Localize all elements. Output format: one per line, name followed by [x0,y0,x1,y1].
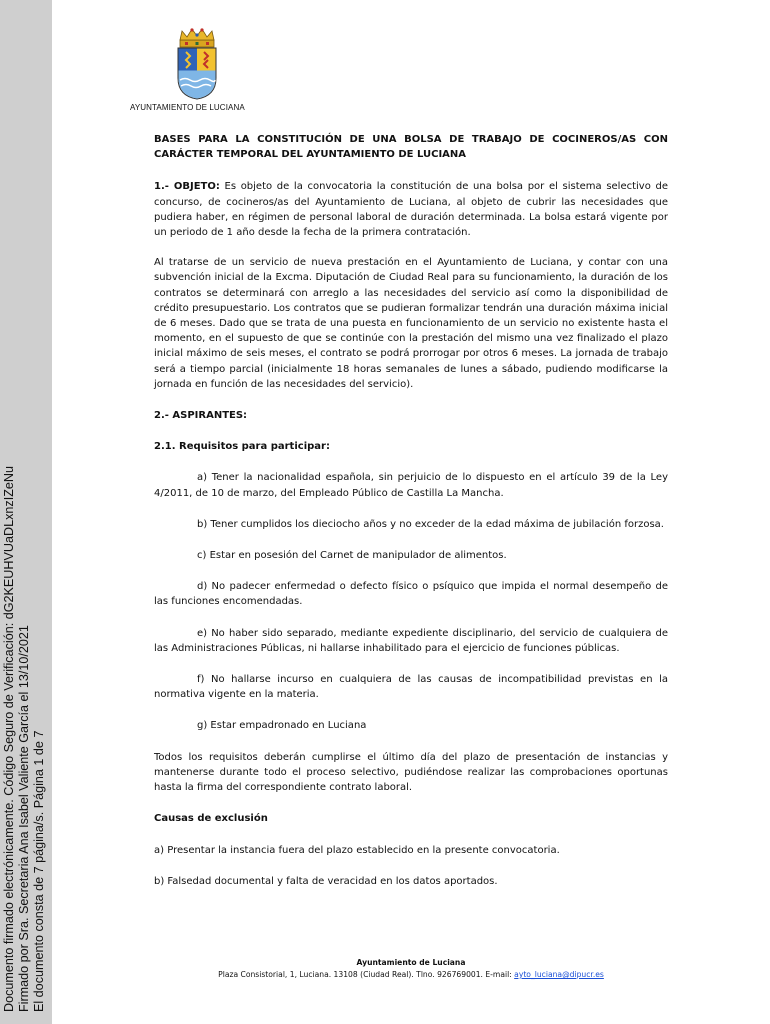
requisitos-heading: 2.1. Requisitos para participar: [154,441,330,453]
aspirantes-heading: 2.- ASPIRANTES: [154,410,248,422]
requisito-d: d) No padecer enfermedad o defecto físico o psíquico que impida el normal desempeño de las funciones encomendadas. [154,581,668,608]
exclusion-a: a) Presentar la instancia fuera del plazo establecido en la presente convocatoria. [154,844,560,856]
document-title: BASES PARA LA CONSTITUCIÓN DE UNA BOLSA DE TRABAJO DE COCINEROS/AS CON CARÁCTER TEMPORAL DEL AYUNTAMIENTO DE LUCIANA [154,134,668,161]
footer-contact [154,969,668,981]
page-count-line: El documento consta de 7 página/s. Página 1 de 7 [32,730,46,1012]
exclusion-b: b) Falsedad documental y falta de veracidad en los datos aportados. [154,875,498,887]
objeto-paragraph [154,179,668,240]
footer-org-name: Ayuntamiento de Luciana [356,958,466,967]
requisitos-note: Todos los requisitos deberán cumplirse el último día del plazo de presentación de instancias y mantenerse durante todo el proceso selectivo, pudiéndose realizar las comprobaciones oportunas hasta la firma del correspondiente contrato laboral. [154,751,668,794]
municipality-label: AYUNTAMIENTO DE LUCIANA [130,103,245,112]
objeto-label: 1.- OBJETO: [154,181,220,193]
footer-address: Plaza Consistorial, 1, Luciana. 13108 (Ciudad Real). Tlno. 926769001. E-mail: [218,970,515,979]
requisito-b: b) Tener cumplidos los dieciocho años y no exceder de la edad máxima de jubilación forzosa. [197,518,664,530]
requisito-g: g) Estar empadronado en Luciana [197,720,367,732]
footer-email-link[interactable]: ayto_luciana@dipucr.es [514,970,604,979]
signature-verification-text [2,466,47,1012]
requisito-f: f) No hallarse incurso en cualquiera de las causas de incompatibilidad previstas en la normativa vigente en la materia. [154,674,668,701]
coat-of-arms-icon [174,28,220,100]
service-paragraph: Al tratarse de un servicio de nueva prestación en el Ayuntamiento de Luciana, y contar con una subvención inicial de la Excma. Diputación de Ciudad Real para su funcionamiento, la duración de los contratos se determinará con arreglo a las necesidades del servicio así como la disponibilidad de crédito presupuestario. Los contratos que se pudieran formalizar tendrán una duración máxima inicial de 6 meses. Dado que se trata de una puesta en funcionamiento de un servicio no existente hasta el momento, en el supuesto de que se continúe con la prestación del mismo una vez finalizado el plazo inicial máximo de seis meses, el contrato se podrá prorrogar por otros 6 meses. La jornada de trabajo será a tiempo parcial (inicialmente 18 horas semanales de lunes a sábado, pudiendo modificarse la jornada en función de las necesidades del servicio). [154,257,668,390]
signature-sidebar [0,0,52,1024]
page-footer [154,957,668,981]
exclusion-heading: Causas de exclusión [154,813,268,825]
requisito-e: e) No haber sido separado, mediante expediente disciplinario, del servicio de cualquiera de las Administraciones Públicas, ni hallarse inhabilitado para el ejercicio de funciones públicas. [154,627,668,654]
requisito-c: c) Estar en posesión del Carnet de manipulador de alimentos. [197,550,507,562]
verification-line: Documento firmado electrónicamente. Código Seguro de Verificación: dG2KEUHVUaDLxnzIZeNu [2,465,16,1012]
document-body [154,132,668,889]
objeto-text: Es objeto de la convocatoria la constitución de una bolsa por el sistema selectivo de concurso, de cocineros/as del Ayuntamiento de Luciana, al objeto de cubrir las necesidades que pudiera haber, en régimen de personal laboral de duración determinada. La bolsa estará vigente por un periodo de 1 año desde la fecha de la primera contratación. [154,181,668,239]
requisito-a: a) Tener la nacionalidad española, sin perjuicio de lo dispuesto en el artículo 39 de la Ley 4/2011, de 10 de marzo, del Empleado Público de Castilla La Mancha. [154,472,668,499]
signer-line: Firmado por Sra. Secretaria Ana Isabel Valiente García el 13/10/2021 [17,625,31,1012]
